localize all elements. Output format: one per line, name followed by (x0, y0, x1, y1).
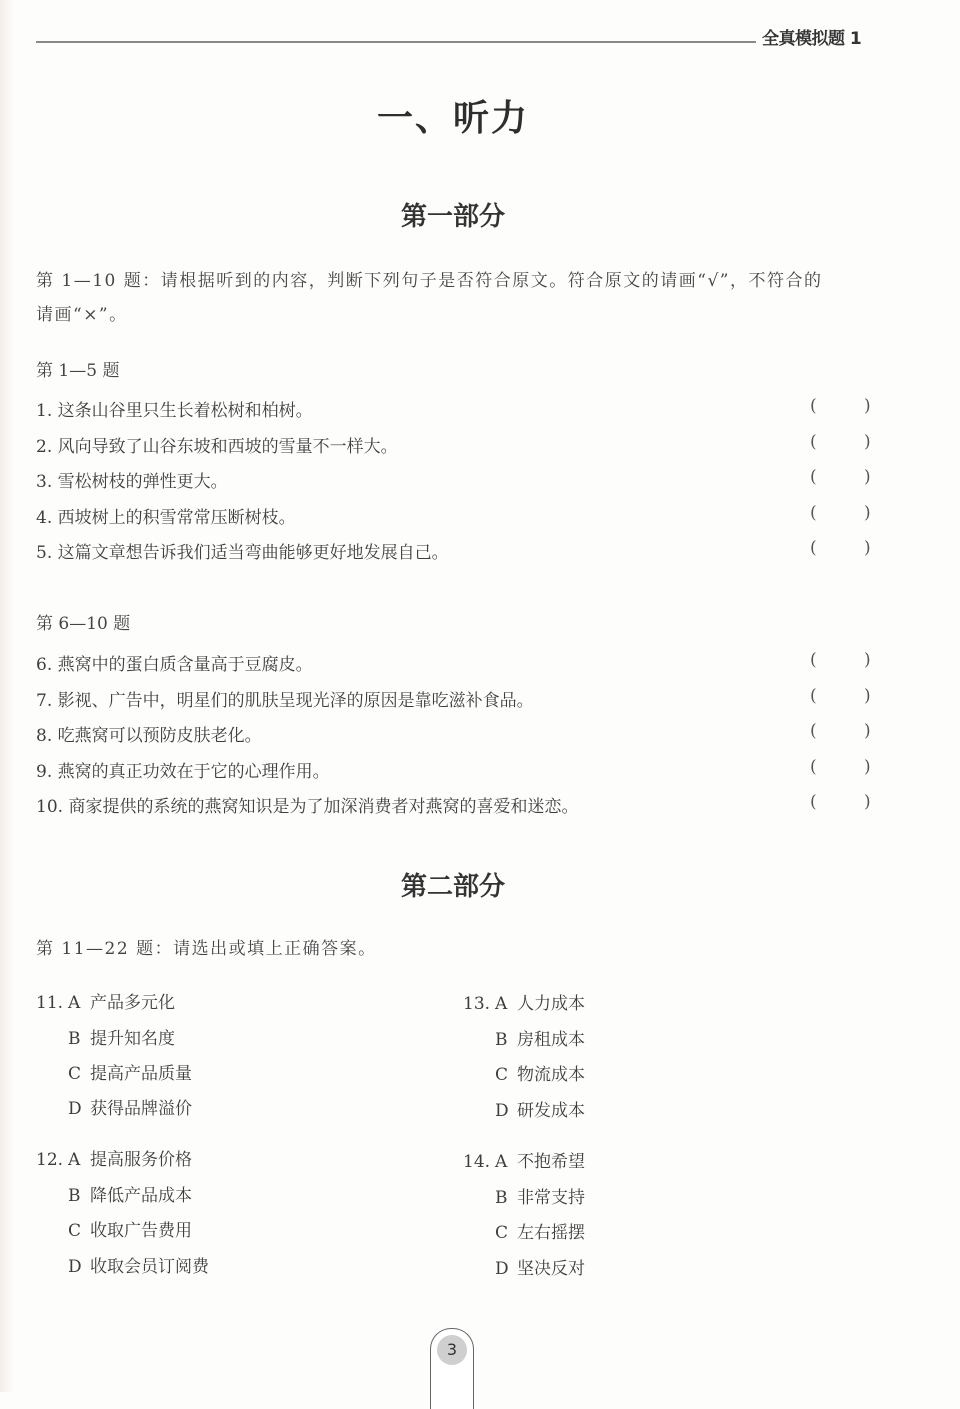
option-d[interactable] (463, 1254, 585, 1280)
answer-blank-close: ) (864, 792, 871, 812)
option-letter: B (495, 1188, 508, 1208)
option-text: 提高服务价格 (90, 1150, 192, 1170)
option-d[interactable] (36, 1094, 192, 1120)
answer-blank-open[interactable]: ( (810, 686, 817, 706)
tf-question-9 (36, 757, 876, 783)
tf-question-8 (36, 721, 876, 747)
option-b[interactable] (463, 1183, 585, 1209)
tf-question-6 (36, 650, 876, 676)
question-text: 4. 西坡树上的积雪常常压断树枝。 (36, 508, 296, 528)
option-text: 不抱希望 (517, 1152, 585, 1172)
tf-question-3 (36, 467, 876, 493)
answer-blank-close: ) (864, 721, 871, 741)
question-text: 7. 影视、广告中，明星们的肌肤呈现光泽的原因是靠吃滋补食品。 (36, 691, 534, 711)
answer-blank-open[interactable]: ( (810, 721, 817, 741)
option-text: 产品多元化 (90, 993, 175, 1013)
option-letter: A (68, 1150, 81, 1170)
answer-blank-close: ) (864, 467, 871, 487)
option-letter: B (68, 1029, 81, 1049)
answer-blank-open[interactable]: ( (810, 538, 817, 558)
question-text: 8. 吃燕窝可以预防皮肤老化。 (36, 726, 262, 746)
question-text: 1. 这条山谷里只生长着松树和柏树。 (36, 401, 313, 421)
group-label-6-10: 第 6—10 题 (36, 614, 131, 634)
question-number: 12. (36, 1150, 64, 1170)
tf-question-10 (36, 792, 876, 818)
part2-instruction: 第 11—22 题：请选出或填上正确答案。 (36, 939, 377, 959)
answer-blank-close: ) (864, 757, 871, 777)
option-a[interactable] (463, 1147, 585, 1173)
running-title: 全真模拟题 1 (762, 29, 862, 49)
answer-blank-close: ) (864, 538, 871, 558)
answer-blank-open[interactable]: ( (810, 467, 817, 487)
option-letter: A (68, 993, 81, 1013)
question-number: 11. (36, 993, 64, 1013)
option-text: 收取广告费用 (90, 1221, 192, 1241)
answer-blank-open[interactable]: ( (810, 650, 817, 670)
page-number: 3 (437, 1335, 467, 1365)
option-letter: B (68, 1186, 81, 1206)
option-text: 左右摇摆 (517, 1223, 585, 1243)
answer-blank-close: ) (864, 650, 871, 670)
option-d[interactable] (463, 1096, 585, 1122)
question-text: 10. 商家提供的系统的燕窝知识是为了加深消费者对燕窝的喜爱和迷恋。 (36, 797, 579, 817)
option-a[interactable] (463, 989, 585, 1015)
option-b[interactable] (463, 1025, 585, 1051)
tf-question-5 (36, 538, 876, 564)
option-b[interactable] (36, 1181, 192, 1207)
option-a[interactable] (36, 1145, 192, 1171)
tf-question-2 (36, 432, 876, 458)
option-text: 提升知名度 (90, 1029, 175, 1049)
option-text: 提高产品质量 (90, 1064, 192, 1084)
question-text: 2. 风向导致了山谷东坡和西坡的雪量不一样大。 (36, 437, 398, 457)
option-c[interactable] (463, 1060, 585, 1086)
option-text: 人力成本 (517, 994, 585, 1014)
answer-blank-open[interactable]: ( (810, 396, 817, 416)
option-text: 物流成本 (517, 1065, 585, 1085)
tf-question-1 (36, 396, 876, 422)
question-number: 13. (463, 994, 491, 1014)
page-number-tab (430, 1328, 474, 1409)
option-a[interactable] (36, 988, 175, 1014)
option-letter: C (495, 1223, 509, 1243)
question-number: 14. (463, 1152, 491, 1172)
option-letter: D (68, 1099, 82, 1119)
answer-blank-open[interactable]: ( (810, 432, 817, 452)
option-c[interactable] (36, 1216, 192, 1242)
question-text: 9. 燕窝的真正功效在于它的心理作用。 (36, 762, 330, 782)
question-text: 6. 燕窝中的蛋白质含量高于豆腐皮。 (36, 655, 313, 675)
part1-instruction-line2: 请画“×”。 (36, 305, 128, 325)
option-text: 获得品牌溢价 (90, 1099, 192, 1119)
option-letter: C (68, 1221, 82, 1241)
option-text: 收取会员订阅费 (90, 1257, 209, 1277)
group-label-1-5: 第 1—5 题 (36, 361, 120, 381)
option-letter: C (68, 1064, 82, 1084)
part1-instruction-line1: 第 1—10 题：请根据听到的内容，判断下列句子是否符合原文。符合原文的请画“√”，不符合的 (36, 271, 823, 291)
answer-blank-open[interactable]: ( (810, 792, 817, 812)
answer-blank-close: ) (864, 503, 871, 523)
option-b[interactable] (36, 1024, 175, 1050)
answer-blank-close: ) (864, 396, 871, 416)
option-letter: D (68, 1257, 82, 1277)
part1-title: 第一部分 (400, 202, 505, 232)
tf-question-4 (36, 503, 876, 529)
answer-blank-close: ) (864, 432, 871, 452)
question-text: 5. 这篇文章想告诉我们适当弯曲能够更好地发展自己。 (36, 543, 449, 563)
answer-blank-open[interactable]: ( (810, 757, 817, 777)
section-title: 一、听力 (376, 98, 529, 139)
tf-question-7 (36, 686, 876, 712)
option-letter: D (495, 1101, 509, 1121)
option-letter: D (495, 1259, 509, 1279)
option-text: 非常支持 (517, 1188, 585, 1208)
option-letter: C (495, 1065, 509, 1085)
option-d[interactable] (36, 1252, 209, 1278)
option-letter: A (495, 1152, 508, 1172)
option-text: 坚决反对 (517, 1259, 585, 1279)
answer-blank-close: ) (864, 686, 871, 706)
part2-title: 第二部分 (400, 872, 505, 902)
option-c[interactable] (36, 1059, 192, 1085)
header-rule (36, 41, 756, 43)
option-letter: B (495, 1030, 508, 1050)
answer-blank-open[interactable]: ( (810, 503, 817, 523)
option-text: 房租成本 (517, 1030, 585, 1050)
option-text: 降低产品成本 (90, 1186, 192, 1206)
option-letter: A (495, 994, 508, 1014)
question-text: 3. 雪松树枝的弹性更大。 (36, 472, 228, 492)
option-c[interactable] (463, 1218, 585, 1244)
option-text: 研发成本 (517, 1101, 585, 1121)
